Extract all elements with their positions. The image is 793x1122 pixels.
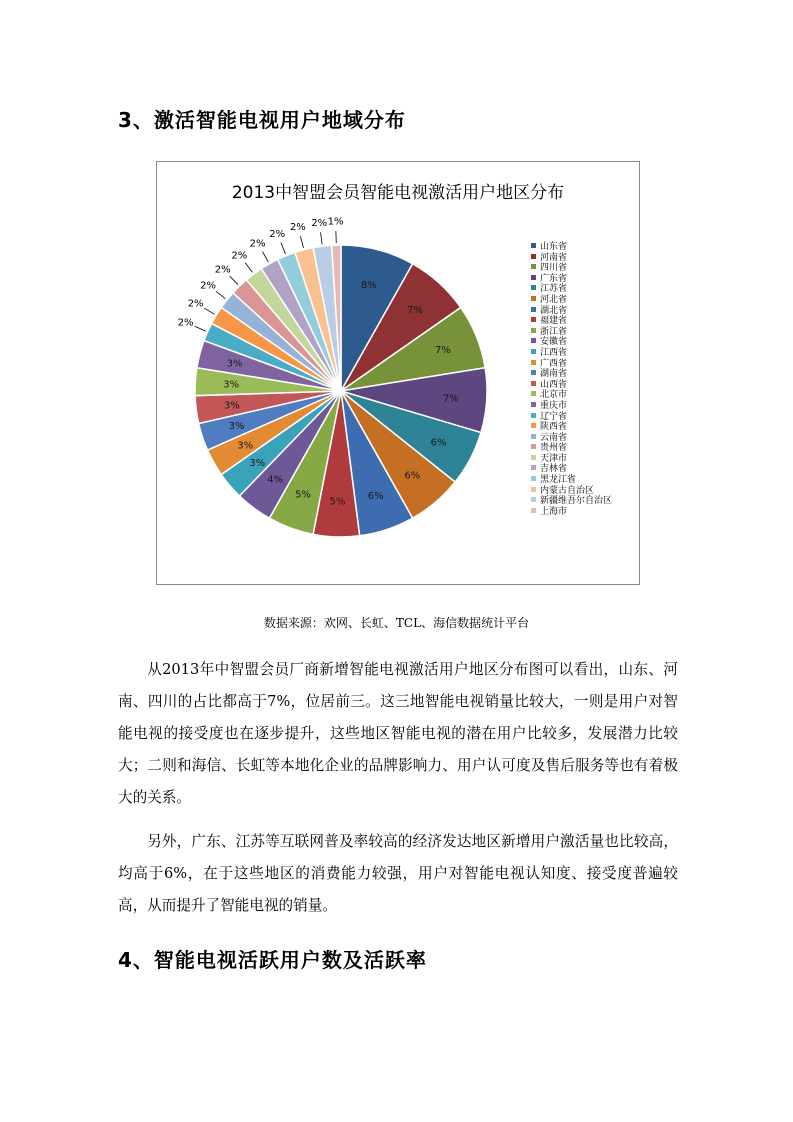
legend-item xyxy=(531,433,612,444)
slice-label: 3% xyxy=(223,400,240,412)
slice-label: 7% xyxy=(407,305,423,317)
slice-label: 8% xyxy=(360,280,377,292)
legend-swatch xyxy=(531,497,536,502)
slice-label: 2% xyxy=(269,228,286,240)
legend-item xyxy=(531,274,612,285)
legend-swatch xyxy=(531,444,536,449)
legend-swatch xyxy=(531,296,536,301)
legend-item xyxy=(531,412,612,423)
legend-label: 黑龙江省 xyxy=(540,475,577,486)
legend-swatch xyxy=(531,275,536,280)
slice-label: 3% xyxy=(237,440,254,452)
legend-item xyxy=(531,486,612,497)
legend-label: 贵州省 xyxy=(540,443,568,454)
legend-swatch xyxy=(531,349,536,354)
chart-title: 2013中智盟会员智能电视激活用户地区分布 xyxy=(231,183,565,203)
legend-item xyxy=(531,242,612,253)
legend-item xyxy=(531,390,612,401)
legend-item xyxy=(531,507,612,518)
legend-item xyxy=(531,475,612,486)
legend-label: 山东省 xyxy=(540,242,568,252)
legend-swatch xyxy=(531,508,536,513)
legend-label: 北京市 xyxy=(540,390,568,401)
legend-label: 四川省 xyxy=(540,263,568,274)
legend-swatch xyxy=(531,254,536,259)
legend-label: 上海市 xyxy=(540,506,568,517)
legend-swatch xyxy=(531,243,536,248)
slice-label: 3% xyxy=(228,421,245,433)
leader-line xyxy=(195,326,206,331)
leader-line xyxy=(204,308,214,314)
slice-label: 3% xyxy=(226,358,243,370)
slice-label: 5% xyxy=(329,496,346,508)
legend-label: 辽宁省 xyxy=(540,411,568,422)
legend-label: 陕西省 xyxy=(540,422,568,433)
slice-label: 3% xyxy=(223,379,240,391)
legend-swatch xyxy=(531,307,536,312)
slice-label: 7% xyxy=(435,345,451,357)
leader-line xyxy=(216,291,225,298)
leader-line xyxy=(321,232,323,244)
legend-swatch xyxy=(531,434,536,439)
legend-item xyxy=(531,369,612,380)
slice-label: 3% xyxy=(249,457,266,469)
legend-swatch xyxy=(531,338,536,343)
legend-label: 江西省 xyxy=(540,347,568,358)
legend-item xyxy=(531,327,612,338)
legend-label: 新疆维吾尔自治区 xyxy=(540,496,613,507)
legend-swatch xyxy=(531,476,536,481)
legend-swatch xyxy=(531,317,536,322)
legend-item xyxy=(531,316,612,327)
slice-label: 4% xyxy=(267,474,284,486)
legend-item xyxy=(531,422,612,433)
slice-label: 2% xyxy=(231,250,248,262)
legend-label: 河南省 xyxy=(540,252,568,263)
slice-label: 1% xyxy=(327,216,344,228)
legend-label: 湖南省 xyxy=(540,369,568,380)
legend-item xyxy=(531,263,612,274)
legend-label: 内蒙古自治区 xyxy=(540,485,595,496)
data-source-note: 数据来源：欢网、长虹、TCL、海信数据统计平台 xyxy=(263,616,530,630)
legend-swatch xyxy=(531,455,536,460)
section-4-heading: 4、智能电视活跃用户数及活跃率 xyxy=(118,948,427,972)
leader-line xyxy=(300,236,303,248)
legend-item xyxy=(531,464,612,475)
legend-label: 河北省 xyxy=(540,294,568,305)
legend-item xyxy=(531,380,612,391)
analysis-paragraph-2: 另外，广东、江苏等互联网普及率较高的经济发达地区新增用户激活量也比较高，均高于6%，在于这些地区的消费能力较强，用户对智能电视认知度、接受度普遍较高，从而提升了智能电视的销量。 xyxy=(118,833,678,914)
legend-label: 广东省 xyxy=(540,273,568,284)
slice-label: 7% xyxy=(442,393,459,405)
legend-item xyxy=(531,443,612,454)
legend-item xyxy=(531,454,612,465)
legend-item xyxy=(531,348,612,359)
legend-swatch xyxy=(531,487,536,492)
slice-label: 2% xyxy=(311,217,328,229)
leader-line xyxy=(262,252,268,262)
legend-swatch xyxy=(531,264,536,269)
legend-swatch xyxy=(531,391,536,396)
legend-swatch xyxy=(531,465,536,470)
legend-item xyxy=(531,295,612,306)
leader-line xyxy=(245,263,252,273)
slice-label: 2% xyxy=(200,280,217,292)
legend-swatch xyxy=(531,413,536,418)
legend-label: 安徽省 xyxy=(540,337,568,348)
slice-label: 2% xyxy=(187,298,204,310)
legend-label: 福建省 xyxy=(540,316,568,327)
legend-label: 天津市 xyxy=(540,453,568,464)
legend-item xyxy=(531,253,612,264)
slice-label: 5% xyxy=(295,489,311,501)
legend-label: 湖北省 xyxy=(540,305,568,316)
legend-label: 云南省 xyxy=(540,432,568,443)
legend-label: 浙江省 xyxy=(540,326,568,337)
slice-label: 6% xyxy=(404,470,421,482)
legend-item xyxy=(531,401,612,412)
legend-swatch xyxy=(531,402,536,407)
analysis-paragraph-1: 从2013年中智盟会员厂商新增智能电视激活用户地区分布图可以看出，山东、河南、四川的占比都高于7%，位居前三。这三地智能电视销量比较大，一则是用户对智能电视的接受度也在逐步提升，这些地区智能电视的潜在用户比较多，发展潜力比较大；二则和海信、长虹等本地化企业的品牌影响力、用户认可度及售后服务等也有着极大的关系。 xyxy=(118,661,678,806)
legend-swatch xyxy=(531,381,536,386)
legend-swatch xyxy=(531,360,536,365)
legend-item xyxy=(531,337,612,348)
legend-label: 山西省 xyxy=(540,379,568,390)
legend-swatch xyxy=(531,328,536,333)
slice-label: 2% xyxy=(249,238,266,250)
legend-label: 吉林省 xyxy=(540,464,568,475)
slice-label: 2% xyxy=(214,264,231,276)
pie-chart xyxy=(156,161,640,585)
slice-label: 6% xyxy=(430,437,447,449)
legend-label: 江苏省 xyxy=(540,284,568,295)
slice-label: 2% xyxy=(177,317,194,329)
leader-line xyxy=(281,243,286,254)
legend-item xyxy=(531,306,612,317)
chart-legend xyxy=(531,242,612,517)
legend-item xyxy=(531,359,612,370)
leader-line xyxy=(230,276,238,285)
section-3-heading: 3、激活智能电视用户地域分布 xyxy=(118,108,406,132)
legend-item xyxy=(531,284,612,295)
slice-label: 2% xyxy=(289,222,306,234)
slice-label: 6% xyxy=(367,490,384,502)
legend-swatch xyxy=(531,423,536,428)
legend-swatch xyxy=(531,370,536,375)
legend-label: 广西省 xyxy=(540,358,568,369)
legend-item xyxy=(531,496,612,507)
legend-swatch xyxy=(531,285,536,290)
legend-label: 重庆市 xyxy=(540,400,568,411)
